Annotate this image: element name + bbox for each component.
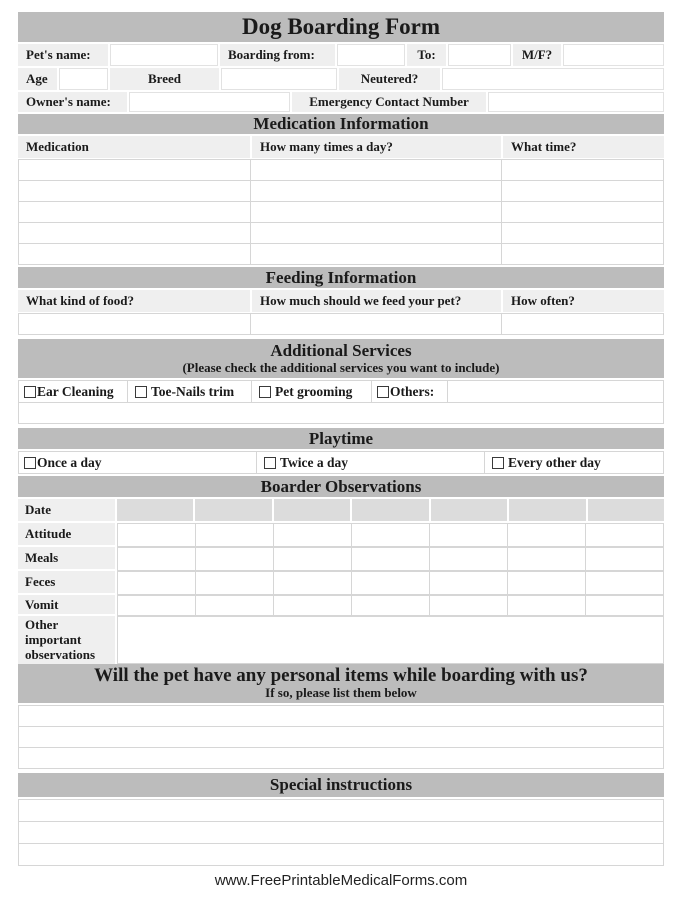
medication-times-cell[interactable] (250, 180, 502, 202)
medication-row (18, 159, 664, 181)
dog-boarding-form (18, 12, 664, 866)
attitude-cell[interactable] (117, 523, 196, 547)
info-row-2 (18, 68, 664, 90)
twice-a-day-checkbox[interactable] (264, 457, 276, 469)
medication-table-header (18, 136, 664, 158)
age-input[interactable] (59, 68, 108, 90)
medication-name-cell[interactable] (18, 243, 251, 265)
medication-times-cell[interactable] (250, 243, 502, 265)
special-instructions-header: Special instructions (18, 773, 664, 797)
date-cell[interactable] (509, 499, 585, 521)
feces-cell[interactable] (585, 571, 664, 595)
additional-services-header (18, 339, 664, 378)
medication-time-cell[interactable] (501, 222, 664, 244)
observations-attitude-row (18, 523, 664, 547)
medication-name-cell[interactable] (18, 159, 251, 181)
meals-cell[interactable] (351, 547, 430, 571)
attitude-cell[interactable] (351, 523, 430, 547)
twice-a-day-label: Twice a day (280, 454, 348, 470)
feeding-col-often: How often? (503, 290, 664, 312)
observations-vomit-row (18, 595, 664, 616)
feeding-table-header (18, 290, 664, 312)
boarding-to-label: To: (407, 44, 446, 66)
twice-a-day-option[interactable] (256, 451, 485, 474)
attitude-cell[interactable] (195, 523, 274, 547)
vomit-label: Vomit (18, 595, 115, 616)
meals-cell[interactable] (195, 547, 274, 571)
feces-cell[interactable] (117, 571, 196, 595)
additional-services-options (18, 380, 664, 403)
meals-cells (117, 547, 664, 571)
breed-input[interactable] (221, 68, 337, 90)
once-a-day-option[interactable] (18, 451, 257, 474)
date-label: Date (18, 499, 115, 523)
vomit-cell[interactable] (195, 595, 274, 616)
medication-time-cell[interactable] (501, 159, 664, 181)
date-cell[interactable] (195, 499, 271, 521)
vomit-cell[interactable] (117, 595, 196, 616)
attitude-cell[interactable] (507, 523, 586, 547)
neutered-label: Neutered? (339, 68, 440, 90)
meals-cell[interactable] (585, 547, 664, 571)
meals-cell[interactable] (117, 547, 196, 571)
feces-cell[interactable] (273, 571, 352, 595)
ear-cleaning-label: Ear Cleaning (37, 383, 114, 399)
other-observations-cell[interactable] (117, 616, 664, 664)
playtime-section-header: Playtime (18, 428, 664, 449)
owner-name-input[interactable] (129, 92, 290, 112)
once-a-day-checkbox[interactable] (24, 457, 36, 469)
medication-name-cell[interactable] (18, 201, 251, 223)
footer-url: www.FreePrintableMedicalForms.com (214, 872, 468, 889)
date-cell[interactable] (352, 499, 428, 521)
attitude-cell[interactable] (273, 523, 352, 547)
owner-name-label: Owner's name: (18, 92, 127, 112)
medication-time-cell[interactable] (501, 243, 664, 265)
personal-items-row[interactable] (18, 747, 664, 769)
medication-rows (18, 159, 664, 265)
medication-row (18, 222, 664, 244)
every-other-day-option[interactable] (484, 451, 664, 474)
feeding-col-amount: How much should we feed your pet? (252, 290, 501, 312)
toe-nails-trim-option[interactable] (127, 380, 252, 403)
vomit-cell[interactable] (351, 595, 430, 616)
special-instructions-rows (18, 799, 664, 866)
observations-date-row (18, 499, 664, 523)
others-label: Others: (390, 383, 435, 399)
personal-items-subtitle: If so, please list them below (265, 685, 417, 700)
date-cell[interactable] (274, 499, 350, 521)
pet-name-label: Pet's name: (18, 44, 108, 66)
vomit-cell[interactable] (507, 595, 586, 616)
medication-time-cell[interactable] (501, 180, 664, 202)
feeding-col-kind: What kind of food? (18, 290, 250, 312)
feces-cell[interactable] (429, 571, 508, 595)
feces-cell[interactable] (507, 571, 586, 595)
feeding-row (18, 313, 664, 335)
medication-section-header: Medication Information (18, 114, 664, 134)
breed-label: Breed (110, 68, 219, 90)
medication-times-cell[interactable] (250, 159, 502, 181)
feeding-amount-cell[interactable] (250, 313, 502, 335)
others-input[interactable] (447, 380, 664, 403)
toe-nails-trim-checkbox[interactable] (135, 386, 147, 398)
meals-cell[interactable] (429, 547, 508, 571)
neutered-input[interactable] (442, 68, 664, 90)
additional-services-notes-row[interactable] (18, 402, 664, 424)
observations-section-header: Boarder Observations (18, 476, 664, 497)
medication-times-cell[interactable] (250, 201, 502, 223)
boarding-from-input[interactable] (337, 44, 405, 66)
special-instructions-row[interactable] (18, 843, 664, 866)
vomit-cell[interactable] (429, 595, 508, 616)
sex-label: M/F? (513, 44, 561, 66)
feces-cell[interactable] (351, 571, 430, 595)
observations-other-row (18, 616, 664, 664)
additional-services-title: Additional Services (270, 341, 412, 360)
feces-label: Feces (18, 571, 115, 595)
special-instructions-row[interactable] (18, 799, 664, 822)
personal-items-rows (18, 705, 664, 769)
date-cell[interactable] (117, 499, 193, 521)
ear-cleaning-option[interactable] (18, 380, 128, 403)
emergency-contact-label: Emergency Contact Number (292, 92, 486, 112)
vomit-cells (117, 595, 664, 616)
attitude-label: Attitude (18, 523, 115, 547)
personal-items-row[interactable] (18, 726, 664, 748)
vomit-cell[interactable] (585, 595, 664, 616)
medication-name-cell[interactable] (18, 180, 251, 202)
medication-times-cell[interactable] (250, 222, 502, 244)
others-checkbox[interactable] (377, 386, 389, 398)
observations-feces-row (18, 571, 664, 595)
date-cells (117, 499, 664, 521)
other-observations-label: Other important observations (18, 616, 115, 664)
special-instructions-row[interactable] (18, 821, 664, 844)
every-other-day-checkbox[interactable] (492, 457, 504, 469)
sex-input[interactable] (563, 44, 664, 66)
pet-grooming-label: Pet grooming (275, 383, 353, 399)
pet-grooming-checkbox[interactable] (259, 386, 271, 398)
medication-time-cell[interactable] (501, 201, 664, 223)
feeding-rows (18, 313, 664, 335)
attitude-cells (117, 523, 664, 547)
medication-row (18, 180, 664, 202)
ear-cleaning-checkbox[interactable] (24, 386, 36, 398)
feeding-often-cell[interactable] (501, 313, 664, 335)
feces-cells (117, 571, 664, 595)
emergency-contact-input[interactable] (488, 92, 664, 112)
meals-cell[interactable] (273, 547, 352, 571)
additional-services-subtitle: (Please check the additional services you want to include) (182, 360, 500, 375)
attitude-cell[interactable] (585, 523, 664, 547)
once-a-day-label: Once a day (37, 454, 102, 470)
attitude-cell[interactable] (429, 523, 508, 547)
observations-meals-row (18, 547, 664, 571)
every-other-day-label: Every other day (508, 454, 601, 470)
form-title: Dog Boarding Form (18, 12, 664, 42)
pet-name-input[interactable] (110, 44, 218, 66)
medication-row (18, 243, 664, 265)
personal-items-row[interactable] (18, 705, 664, 727)
info-row-3 (18, 92, 664, 112)
info-row-1 (18, 44, 664, 66)
toe-nails-trim-label: Toe-Nails trim (151, 383, 235, 399)
playtime-options (18, 451, 664, 474)
personal-items-header (18, 664, 664, 703)
boarding-to-input[interactable] (448, 44, 511, 66)
medication-col-times: How many times a day? (252, 136, 501, 158)
feces-cell[interactable] (195, 571, 274, 595)
vomit-cell[interactable] (273, 595, 352, 616)
meals-label: Meals (18, 547, 115, 571)
personal-items-title: Will the pet have any personal items while boarding with us? (94, 665, 588, 686)
others-option[interactable] (371, 380, 448, 403)
other-observations-cells (117, 616, 664, 664)
feeding-kind-cell[interactable] (18, 313, 251, 335)
boarding-from-label: Boarding from: (220, 44, 335, 66)
meals-cell[interactable] (507, 547, 586, 571)
medication-col-name: Medication (18, 136, 250, 158)
date-cell[interactable] (588, 499, 664, 521)
medication-row (18, 201, 664, 223)
age-label: Age (18, 68, 57, 90)
medication-name-cell[interactable] (18, 222, 251, 244)
medication-col-time: What time? (503, 136, 664, 158)
date-cell[interactable] (431, 499, 507, 521)
pet-grooming-option[interactable] (251, 380, 372, 403)
feeding-section-header: Feeding Information (18, 267, 664, 288)
